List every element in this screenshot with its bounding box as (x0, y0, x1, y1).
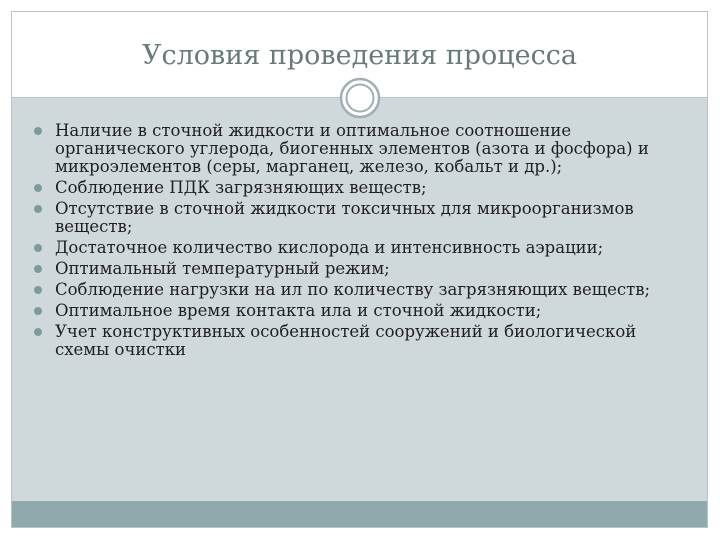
bullet-dot-icon (34, 244, 42, 252)
list-item (34, 239, 694, 257)
list-item (34, 260, 694, 278)
bullet-dot-icon (34, 127, 42, 135)
list-item (34, 179, 694, 197)
list-item (34, 200, 694, 236)
list-item (34, 302, 694, 320)
list-item (34, 323, 694, 359)
double-circle-ornament-icon (339, 77, 381, 119)
bullet-text: Оптимальное время контакта ила и сточной жидкости; (55, 300, 542, 320)
bullet-dot-icon (34, 328, 42, 336)
list-item (34, 122, 694, 175)
bullet-list (34, 122, 694, 362)
bullet-dot-icon (34, 265, 42, 273)
footer-bar (12, 501, 707, 527)
bullet-text: Учет конструктивных особенностей сооружений и биологической схемы очистки (55, 322, 637, 359)
slide-title: Условия проведения процесса (142, 40, 577, 71)
bullet-dot-icon (34, 286, 42, 294)
bullet-text: Отсутствие в сточной жидкости токсичных для микроорганизмов веществ; (55, 198, 634, 236)
bullet-dot-icon (34, 307, 42, 315)
bullet-text: Соблюдение ПДК загрязняющих веществ; (55, 177, 427, 197)
list-item (34, 281, 694, 299)
bullet-text: Наличие в сточной жидкости и оптимальное соотношение органического углерода, биогенных элементов (азота и фосфора) и микроэлементов (серы, марганец, железо, кобальт и др.); (55, 121, 649, 176)
bullet-text: Соблюдение нагрузки на ил по количеству загрязняющих веществ; (55, 279, 651, 299)
bullet-dot-icon (34, 184, 42, 192)
bullet-dot-icon (34, 205, 42, 213)
bullet-text: Достаточное количество кислорода и интенсивность аэрации; (55, 237, 604, 257)
bullet-text: Оптимальный температурный режим; (55, 258, 390, 278)
